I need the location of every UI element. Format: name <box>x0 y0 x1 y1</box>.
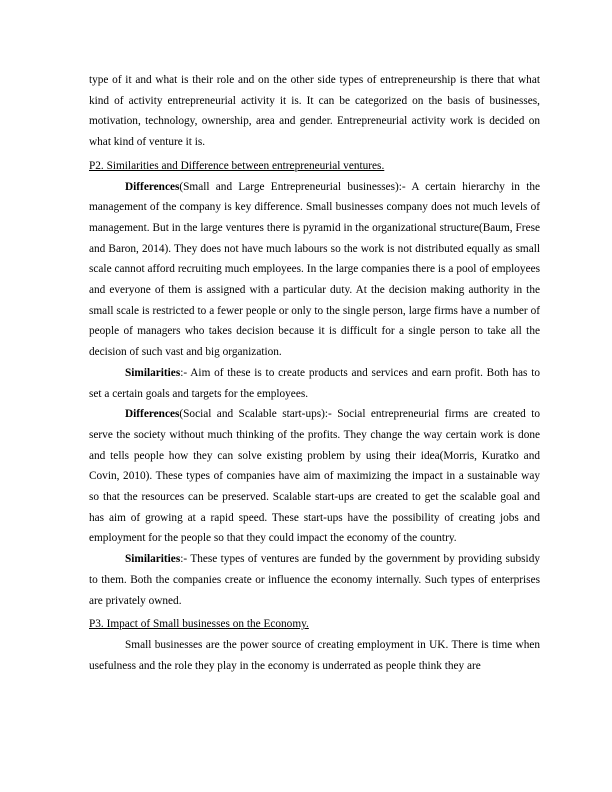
differences-social-scalable-paragraph <box>89 404 540 549</box>
differences-text: (Small and Large Entrepreneurial businesses):- A certain hierarchy in the management of the company is key difference. Small businesses company does not much levels of management. But in the large ventures there is pyramid in the organizational structure(Baum, Frese and Baron, 2014). They does not have much labours so the work is not distributed equally as small scale cannot afford recruiting much employees. In the large companies there is a pool of employees and everyone of them is assigned with a particular duty. At the decision making authority in the small scale is restricted to a fewer people or only to the single person, large firms have a number of people of managers who takes decision because it is difficult for a single person to take all the decision of such vast and big organization. <box>89 180 540 359</box>
differences-text: (Social and Scalable start-ups):- Social entrepreneurial firms are created to serve the society without much thinking of the profits. They change the way certain work is done and tells people how they can solve existing problem by using their idea(Morris, Kuratko and Covin, 2010). These types of companies have aim of maximizing the impact in a sustainable way so that the resources can be preserved. Scalable start-ups are created to get the scalable goal and has aim of growing at a rapid speed. These start-ups have the possibility of creating jobs and employment for the people so that they could impact the economy of the country. <box>89 408 540 545</box>
document-page <box>89 70 540 676</box>
intro-paragraph: type of it and what is their role and on the other side types of entrepreneurship is there that what kind of activity entrepreneurial activity it is. It can be categorized on the basis of businesses, motivation, technology, ownership, area and gender. Entrepreneurial activity work is decided on what kind of venture it is. <box>89 74 540 149</box>
similarities-text: :- Aim of these is to create products and services and earn profit. Both has to set a certain goals and targets for the employees. <box>89 366 540 400</box>
similarities-label: Similarities <box>125 366 181 379</box>
similarities-label: Similarities <box>125 553 181 566</box>
differences-label: Differences <box>125 408 180 421</box>
similarities-text: :- These types of ventures are funded by the government by providing subsidy to them. Both the companies create or influence the economy internally. Such types of enterprises are privately owned. <box>89 553 540 607</box>
similarities-small-large-paragraph <box>89 363 540 404</box>
similarities-social-scalable-paragraph <box>89 549 540 611</box>
differences-label: Differences <box>125 180 180 193</box>
small-business-impact-paragraph: Small businesses are the power source of creating employment in UK. There is time when usefulness and the role they play in the economy is underrated as people think they are <box>89 638 540 672</box>
differences-small-large-paragraph <box>89 177 540 363</box>
section-heading-p2: P2. Similarities and Difference between entrepreneurial ventures. <box>89 159 385 172</box>
section-heading-p3: P3. Impact of Small businesses on the Economy. <box>89 618 309 631</box>
